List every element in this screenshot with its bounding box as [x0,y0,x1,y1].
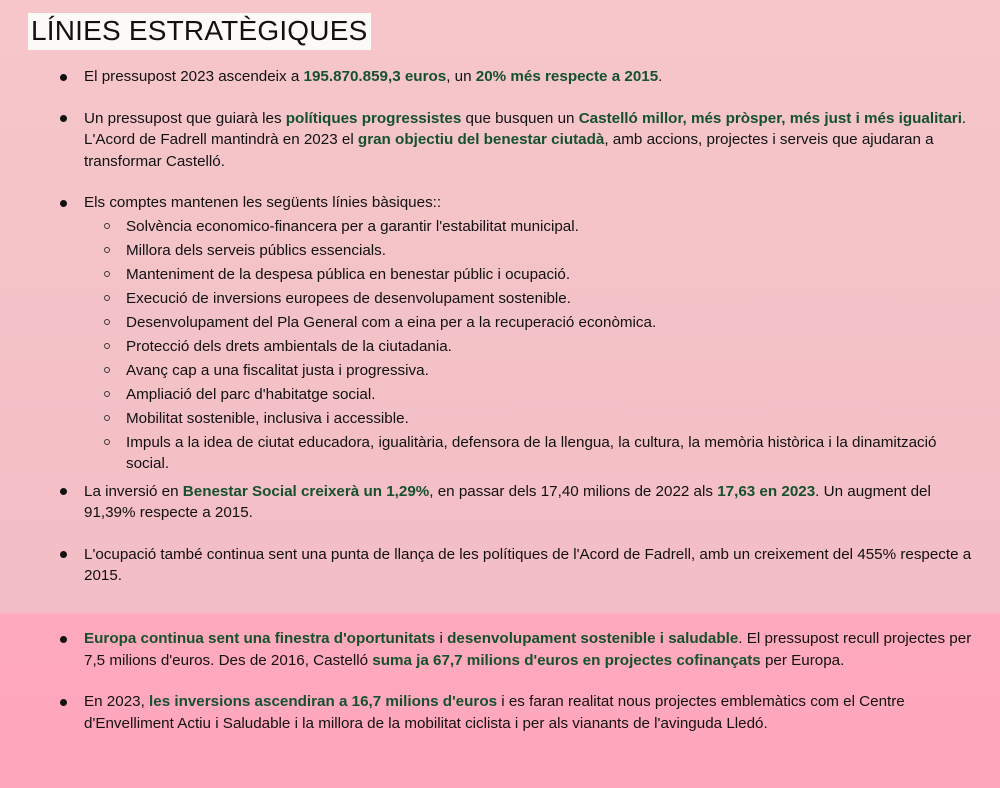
body-text: L'ocupació també continua sent una punta de llança de les polítiques de l'Acord de Fadrell, amb un creixement del 455% respecte a 2015. [84,545,972,584]
body-text: , en passar dels 17,40 milions de 2022 als [429,482,718,500]
sub-bullet-item: Mobilitat sostenible, inclusiva i accessible. [84,408,978,430]
bullet-text [84,630,971,669]
bullet-item-linies-basiques [0,192,1000,475]
bullet-text [84,110,966,170]
sub-bullet-item: Ampliació del parc d'habitatge social. [84,384,978,406]
page-title: LÍNIES ESTRATÈGIQUES [28,13,371,50]
sub-bullet-list [84,216,978,475]
sub-bullet-item: Manteniment de la despesa pública en benestar públic i ocupació. [84,264,978,286]
bullet-item-europa-finestra-oportunitats [0,628,1000,671]
highlight-text: 20% més respecte a 2015 [475,68,659,85]
highlight-text: gran objectiu del benestar ciutadà [357,131,605,148]
highlight-text: desenvolupament sostenible i saludable [447,630,739,647]
strategy-bullet-list-lower [0,628,1000,734]
bullet-text [84,194,441,211]
body-text: . L'Acord de Fadrell mantindrà en 2023 el [84,109,967,148]
highlight-text: les inversions ascendiran a 16,7 milions d'euros [149,693,498,710]
body-text: Un pressupost que guiarà les [84,109,286,127]
body-text: El pressupost 2023 ascendeix a [84,68,304,85]
bullet-item-inversions-2023 [0,691,1000,734]
bullet-item-benestar-social [0,481,1000,524]
bullet-item-politiques-progressistes [0,108,1000,173]
body-text: . El pressupost recull projectes per 7,5 milions d'euros. Des de 2016, Castelló [84,630,972,669]
highlight-text: 195.870.859,3 euros [303,68,447,85]
bullet-text [84,483,931,522]
body-text: per Europa. [760,651,845,669]
sub-bullet-item: Millora dels serveis públics essencials. [84,240,978,262]
body-text: que busquen un [461,109,579,127]
page-title-container [28,13,371,50]
highlight-text: suma ja 67,7 milions d'euros en projectes cofinançats [372,651,761,669]
body-text: i es faran realitat nous projectes emblemàtics com el Centre d'Envelliment Actiu i Saludable i la millora de la mobilitat ciclista i per als vianants de l'avinguda Lledó. [84,693,905,732]
sub-bullet-item: Avanç cap a una fiscalitat justa i progressiva. [84,360,978,382]
slide-content-lower [0,614,1000,754]
body-text: , amb accions, projectes i serveis que ajudaran a transformar Castelló. [84,131,934,170]
highlight-text: Castelló millor, més pròsper, més just i més igualitari [578,109,962,127]
body-text: Els comptes mantenen les següents línies bàsiques:: [84,194,442,211]
bullet-item-ocupacio [0,544,1000,587]
body-text: , un [446,68,476,85]
bullet-text [84,693,905,732]
sub-bullet-item: Desenvolupament del Pla General com a eina per a la recuperació econòmica. [84,312,978,334]
slide-content-upper [0,66,1000,607]
bullet-text [84,68,662,85]
sub-bullet-item: Impuls a la idea de ciutat educadora, igualitària, defensora de la llengua, la cultura, la memòria històrica i la dinamització social. [84,432,978,475]
body-text: . [658,68,663,85]
highlight-text: Benestar Social creixerà un 1,29% [182,482,430,500]
body-text: La inversió en [84,482,183,500]
highlight-text: polítiques progressistes [285,109,462,127]
body-text: . Un augment del 91,39% respecte a 2015. [84,482,931,521]
sub-bullet-item: Protecció dels drets ambientals de la ciutadania. [84,336,978,358]
strategy-bullet-list-upper [0,66,1000,587]
body-text: En 2023, [84,693,150,710]
bullet-item-pressupost-2023 [0,66,1000,88]
sub-bullet-item: Execució de inversions europees de desenvolupament sostenible. [84,288,978,310]
highlight-text: 17,63 en 2023 [717,482,816,500]
highlight-text: Europa continua sent una finestra d'oportunitats [84,630,436,647]
body-text: i [435,630,448,647]
bullet-text [84,546,971,585]
sub-bullet-item: Solvència economico-financera per a garantir l'estabilitat municipal. [84,216,978,238]
